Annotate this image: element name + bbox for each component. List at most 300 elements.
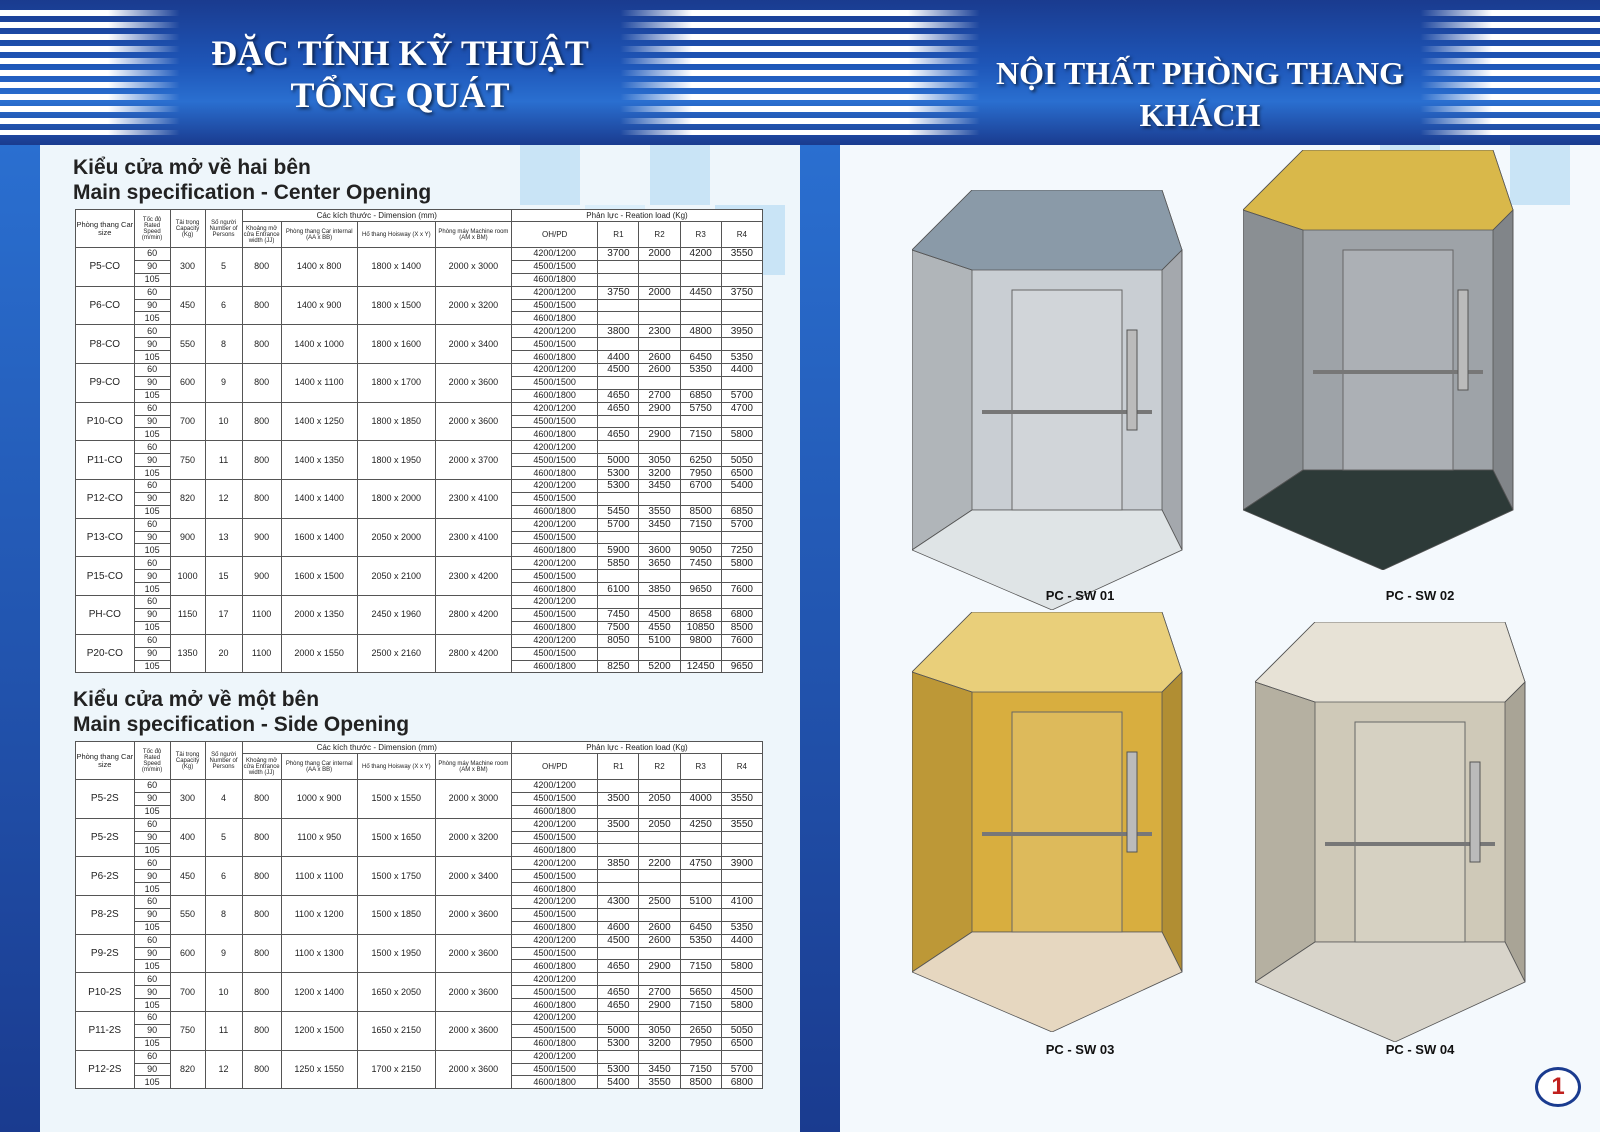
cell-r4: 5700 <box>721 389 762 402</box>
cabin-caption: PC - SW 01 <box>1045 588 1115 603</box>
cell-r2: 2050 <box>639 818 680 831</box>
cell-machine-room: 2300 x 4100 <box>435 480 511 519</box>
cell-speed: 90 <box>134 870 170 883</box>
table-row <box>76 857 763 870</box>
cell-r4 <box>721 492 762 505</box>
cell-r1: 5850 <box>598 557 639 570</box>
cabin-caption: PC - SW 03 <box>1045 1042 1115 1057</box>
cell-machine-room: 2000 x 3400 <box>435 857 511 896</box>
cell-hoistway: 1800 x 1850 <box>357 402 435 441</box>
cell-r4 <box>721 531 762 544</box>
cell-r3: 10850 <box>680 621 721 634</box>
cell-ohpd: 4500/1500 <box>511 870 597 883</box>
cell-r4: 6850 <box>721 505 762 518</box>
cell-capacity: 600 <box>170 934 205 973</box>
cell-machine-room: 2000 x 3400 <box>435 325 511 364</box>
cell-r2: 2000 <box>639 248 680 261</box>
cell-r3: 4750 <box>680 857 721 870</box>
cell-ohpd: 4500/1500 <box>511 908 597 921</box>
cell-r1: 5000 <box>598 454 639 467</box>
cell-hoistway: 1800 x 1600 <box>357 325 435 364</box>
cell-car-size: P13-CO <box>76 518 135 557</box>
cell-r4 <box>721 973 762 986</box>
cell-ohpd: 4200/1200 <box>511 480 597 493</box>
cell-capacity: 550 <box>170 325 205 364</box>
cell-persons: 17 <box>205 596 242 635</box>
cell-r3: 4250 <box>680 818 721 831</box>
cell-ohpd: 4200/1200 <box>511 896 597 909</box>
right-page-title: NỘI THẤT PHÒNG THANG KHÁCH <box>995 55 1405 133</box>
cell-r3: 6250 <box>680 454 721 467</box>
header-entrance: Khoảng mở cửa Entrance width (JJ) <box>242 754 281 780</box>
header-r3: R3 <box>680 222 721 248</box>
cell-speed: 105 <box>134 883 170 896</box>
cell-r3: 6700 <box>680 480 721 493</box>
cell-r4: 4700 <box>721 402 762 415</box>
cell-capacity: 550 <box>170 896 205 935</box>
cell-r4: 5700 <box>721 518 762 531</box>
cell-r1: 3700 <box>598 248 639 261</box>
cell-r4 <box>721 1050 762 1063</box>
left-header <box>0 0 800 145</box>
cell-r3 <box>680 299 721 312</box>
cell-r4 <box>721 870 762 883</box>
right-header <box>800 0 1600 145</box>
cell-ohpd: 4200/1200 <box>511 557 597 570</box>
cell-r4 <box>721 831 762 844</box>
cell-car-size: P11-CO <box>76 441 135 480</box>
cell-speed: 105 <box>134 660 170 673</box>
cell-r3: 5350 <box>680 934 721 947</box>
table-row <box>76 596 763 609</box>
cell-ohpd: 4600/1800 <box>511 583 597 596</box>
cell-speed: 105 <box>134 389 170 402</box>
cell-r4 <box>721 596 762 609</box>
cell-car-internal: 1250 x 1550 <box>281 1050 357 1089</box>
cell-r4: 5800 <box>721 999 762 1012</box>
cell-capacity: 300 <box>170 248 205 287</box>
cabin-door <box>1012 712 1122 932</box>
cell-persons: 13 <box>205 518 242 557</box>
cell-machine-room: 2000 x 3200 <box>435 818 511 857</box>
cell-speed: 60 <box>134 402 170 415</box>
cell-speed: 90 <box>134 1063 170 1076</box>
header-capacity: Tải trọng Capacity (Kg) <box>170 742 205 780</box>
cell-r1 <box>598 908 639 921</box>
cell-r4 <box>721 844 762 857</box>
cell-ohpd: 4200/1200 <box>511 934 597 947</box>
cell-r4: 3900 <box>721 857 762 870</box>
cell-ohpd: 4600/1800 <box>511 1076 597 1089</box>
cell-ohpd: 4200/1200 <box>511 441 597 454</box>
cell-r1 <box>598 647 639 660</box>
cabin-door <box>1012 290 1122 510</box>
table-row <box>76 1050 763 1063</box>
cell-persons: 12 <box>205 480 242 519</box>
cell-r2 <box>639 273 680 286</box>
cell-r4: 6500 <box>721 1037 762 1050</box>
cell-r2: 3850 <box>639 583 680 596</box>
cell-capacity: 400 <box>170 818 205 857</box>
cell-r1: 4300 <box>598 896 639 909</box>
header-speed: Tốc độ Rated Speed (m/min) <box>134 742 170 780</box>
cell-machine-room: 2800 x 4200 <box>435 634 511 673</box>
header-machine-room: Phòng máy Machine room (AM x BM) <box>435 754 511 780</box>
cell-r3 <box>680 780 721 793</box>
cell-r1 <box>598 338 639 351</box>
cell-car-internal: 1100 x 1100 <box>281 857 357 896</box>
cell-r3 <box>680 870 721 883</box>
cell-machine-room: 2000 x 3000 <box>435 780 511 819</box>
cell-r1 <box>598 883 639 896</box>
cell-r1: 5300 <box>598 1037 639 1050</box>
cell-machine-room: 2000 x 3700 <box>435 441 511 480</box>
cell-hoistway: 1800 x 1950 <box>357 441 435 480</box>
cell-r3 <box>680 844 721 857</box>
cell-r1: 4650 <box>598 402 639 415</box>
cell-r4: 5800 <box>721 557 762 570</box>
cell-r4: 3750 <box>721 286 762 299</box>
cell-entrance: 800 <box>242 973 281 1012</box>
cell-ohpd: 4500/1500 <box>511 492 597 505</box>
cell-speed: 60 <box>134 973 170 986</box>
cell-r4 <box>721 1012 762 1025</box>
cell-r3: 7150 <box>680 1063 721 1076</box>
header-reaction: Phản lực - Reation load (Kg) <box>511 742 762 754</box>
cell-speed: 105 <box>134 805 170 818</box>
table-row <box>76 818 763 831</box>
cell-persons: 20 <box>205 634 242 673</box>
cell-persons: 6 <box>205 286 242 325</box>
cell-r3: 4200 <box>680 248 721 261</box>
control-panel <box>1458 290 1468 390</box>
cell-speed: 105 <box>134 999 170 1012</box>
cell-r3 <box>680 647 721 660</box>
cell-capacity: 750 <box>170 1012 205 1051</box>
cell-car-internal: 1200 x 1500 <box>281 1012 357 1051</box>
cell-r3: 9050 <box>680 544 721 557</box>
cell-r1 <box>598 273 639 286</box>
cell-r4: 3550 <box>721 792 762 805</box>
cell-r2 <box>639 492 680 505</box>
cell-speed: 90 <box>134 908 170 921</box>
cabin-floor <box>1255 942 1525 1042</box>
cell-entrance: 800 <box>242 1012 281 1051</box>
cell-hoistway: 1800 x 1700 <box>357 364 435 403</box>
cell-ohpd: 4200/1200 <box>511 1050 597 1063</box>
cell-ohpd: 4200/1200 <box>511 857 597 870</box>
cell-capacity: 1000 <box>170 557 205 596</box>
cell-ohpd: 4200/1200 <box>511 518 597 531</box>
cabin-left-wall <box>1255 682 1315 982</box>
cell-r3: 12450 <box>680 660 721 673</box>
cell-ohpd: 4500/1500 <box>511 1063 597 1076</box>
cell-capacity: 600 <box>170 364 205 403</box>
cell-r2: 2600 <box>639 364 680 377</box>
cell-r4: 7250 <box>721 544 762 557</box>
cell-r4: 4400 <box>721 934 762 947</box>
cell-r2: 2500 <box>639 896 680 909</box>
title-line-2: TỔNG QUÁT <box>290 75 510 115</box>
cell-speed: 60 <box>134 896 170 909</box>
cell-ohpd: 4600/1800 <box>511 467 597 480</box>
cell-r3 <box>680 973 721 986</box>
cell-r1 <box>598 780 639 793</box>
cell-r2: 3550 <box>639 505 680 518</box>
cell-r1 <box>598 376 639 389</box>
cell-car-internal: 1400 x 900 <box>281 286 357 325</box>
cell-r4: 3550 <box>721 248 762 261</box>
cabin-left-wall <box>912 672 972 972</box>
cell-r3: 8500 <box>680 505 721 518</box>
center-opening-table <box>75 209 763 673</box>
header-entrance: Khoảng mở cửa Entrance width (JJ) <box>242 222 281 248</box>
cell-entrance: 800 <box>242 818 281 857</box>
cell-speed: 90 <box>134 260 170 273</box>
cell-hoistway: 2450 x 1960 <box>357 596 435 635</box>
table-row <box>76 325 763 338</box>
cell-ohpd: 4600/1800 <box>511 505 597 518</box>
cell-speed: 90 <box>134 415 170 428</box>
cell-hoistway: 1500 x 1950 <box>357 934 435 973</box>
cell-r4: 5350 <box>721 351 762 364</box>
cell-capacity: 1350 <box>170 634 205 673</box>
cell-capacity: 820 <box>170 480 205 519</box>
header-persons: Số người Number of Persons <box>205 742 242 780</box>
cell-persons: 10 <box>205 973 242 1012</box>
cell-r3: 9650 <box>680 583 721 596</box>
cabin-image <box>1255 622 1545 1062</box>
cell-ohpd: 4500/1500 <box>511 608 597 621</box>
cell-r3: 5350 <box>680 364 721 377</box>
cell-r1 <box>598 570 639 583</box>
cell-ohpd: 4600/1800 <box>511 805 597 818</box>
cell-r2: 2900 <box>639 428 680 441</box>
cell-car-size: P8-2S <box>76 896 135 935</box>
cell-entrance: 800 <box>242 934 281 973</box>
cell-r3 <box>680 492 721 505</box>
side-opening-table <box>75 741 763 1089</box>
header-ohpd: OH/PD <box>511 754 597 780</box>
cell-r4 <box>721 647 762 660</box>
cell-entrance: 800 <box>242 780 281 819</box>
cell-speed: 90 <box>134 947 170 960</box>
cell-r4: 8500 <box>721 621 762 634</box>
cell-hoistway: 1800 x 1400 <box>357 248 435 287</box>
cell-hoistway: 2050 x 2000 <box>357 518 435 557</box>
cell-speed: 90 <box>134 608 170 621</box>
cell-r4 <box>721 312 762 325</box>
cell-speed: 60 <box>134 364 170 377</box>
cell-r2: 5200 <box>639 660 680 673</box>
cell-r2 <box>639 647 680 660</box>
cell-entrance: 800 <box>242 286 281 325</box>
cell-r1: 4650 <box>598 389 639 402</box>
cell-r2: 2900 <box>639 402 680 415</box>
cell-r3 <box>680 338 721 351</box>
cell-r3: 8500 <box>680 1076 721 1089</box>
center-title-vi: Kiểu cửa mở về hai bên <box>73 156 311 179</box>
table-row <box>76 973 763 986</box>
cell-persons: 4 <box>205 780 242 819</box>
cabin-ceiling <box>1255 622 1525 702</box>
cell-speed: 60 <box>134 557 170 570</box>
cabin-ceiling <box>912 190 1182 270</box>
cell-speed: 60 <box>134 480 170 493</box>
cell-ohpd: 4200/1200 <box>511 364 597 377</box>
cell-r3: 4800 <box>680 325 721 338</box>
cell-r2: 2700 <box>639 986 680 999</box>
cell-car-size: P10-CO <box>76 402 135 441</box>
cell-r2 <box>639 299 680 312</box>
header-r1: R1 <box>598 222 639 248</box>
center-section-title <box>73 155 431 205</box>
cell-car-size: P5-2S <box>76 780 135 819</box>
table-row <box>76 480 763 493</box>
cell-ohpd: 4600/1800 <box>511 273 597 286</box>
cell-r3 <box>680 570 721 583</box>
cell-r4: 6800 <box>721 608 762 621</box>
cell-r1 <box>598 831 639 844</box>
cell-r2 <box>639 908 680 921</box>
cell-speed: 90 <box>134 986 170 999</box>
cell-ohpd: 4600/1800 <box>511 544 597 557</box>
cell-r4: 5050 <box>721 454 762 467</box>
cell-r1 <box>598 531 639 544</box>
cell-r4 <box>721 273 762 286</box>
cell-r1 <box>598 441 639 454</box>
cell-persons: 10 <box>205 402 242 441</box>
cell-car-internal: 2000 x 1550 <box>281 634 357 673</box>
cell-car-internal: 1600 x 1400 <box>281 518 357 557</box>
cell-entrance: 800 <box>242 402 281 441</box>
cell-r2: 2900 <box>639 999 680 1012</box>
cell-r4: 6500 <box>721 467 762 480</box>
cell-r1: 4650 <box>598 999 639 1012</box>
cell-r2: 2700 <box>639 389 680 402</box>
cell-speed: 105 <box>134 428 170 441</box>
cell-ohpd: 4200/1200 <box>511 596 597 609</box>
cell-speed: 60 <box>134 1050 170 1063</box>
table-row <box>76 286 763 299</box>
side-section-title <box>73 687 409 737</box>
cell-persons: 11 <box>205 441 242 480</box>
cell-r3 <box>680 805 721 818</box>
cell-ohpd: 4500/1500 <box>511 531 597 544</box>
cell-r1: 5900 <box>598 544 639 557</box>
cell-r1 <box>598 1012 639 1025</box>
cell-r2 <box>639 805 680 818</box>
header-hoistway: Hố thang Hoisway (X x Y) <box>357 222 435 248</box>
cell-r2: 2600 <box>639 934 680 947</box>
cell-ohpd: 4500/1500 <box>511 831 597 844</box>
cell-speed: 90 <box>134 792 170 805</box>
cell-r3 <box>680 273 721 286</box>
cell-r2: 3200 <box>639 1037 680 1050</box>
cell-r4: 4500 <box>721 986 762 999</box>
cell-entrance: 800 <box>242 1050 281 1089</box>
cell-speed: 105 <box>134 583 170 596</box>
cabin-image <box>912 612 1202 1052</box>
cell-r2: 2050 <box>639 792 680 805</box>
cell-speed: 105 <box>134 505 170 518</box>
cell-ohpd: 4500/1500 <box>511 570 597 583</box>
cell-speed: 60 <box>134 634 170 647</box>
cell-speed: 105 <box>134 273 170 286</box>
cell-r2 <box>639 415 680 428</box>
cell-r3: 7950 <box>680 1037 721 1050</box>
cell-r3: 6450 <box>680 351 721 364</box>
cell-speed: 90 <box>134 376 170 389</box>
cell-r1: 7450 <box>598 608 639 621</box>
cell-speed: 105 <box>134 312 170 325</box>
cell-capacity: 820 <box>170 1050 205 1089</box>
cell-r2 <box>639 1050 680 1063</box>
cell-hoistway: 1800 x 2000 <box>357 480 435 519</box>
cell-r3 <box>680 908 721 921</box>
cell-r4: 7600 <box>721 634 762 647</box>
cell-speed: 90 <box>134 570 170 583</box>
cell-speed: 105 <box>134 1076 170 1089</box>
cell-speed: 60 <box>134 441 170 454</box>
cell-ohpd: 4500/1500 <box>511 986 597 999</box>
cell-r1: 4650 <box>598 960 639 973</box>
cell-r4 <box>721 299 762 312</box>
cell-r2 <box>639 831 680 844</box>
cell-r2: 2900 <box>639 960 680 973</box>
cabin-right-wall <box>1162 250 1182 550</box>
cell-r2 <box>639 570 680 583</box>
cell-r2: 3450 <box>639 1063 680 1076</box>
cell-r1: 4650 <box>598 428 639 441</box>
cell-r2 <box>639 260 680 273</box>
cabin-floor <box>912 932 1182 1032</box>
table-row <box>76 248 763 261</box>
cell-ohpd: 4600/1800 <box>511 312 597 325</box>
cell-ohpd: 4500/1500 <box>511 260 597 273</box>
cell-car-size: PH-CO <box>76 596 135 635</box>
cell-r1: 8050 <box>598 634 639 647</box>
cabin-right-wall <box>1162 672 1182 972</box>
cabin-right-wall <box>1493 210 1513 510</box>
cell-r4: 9650 <box>721 660 762 673</box>
center-title-en: Main specification - Center Opening <box>73 181 432 204</box>
cell-speed: 105 <box>134 844 170 857</box>
cell-car-internal: 2000 x 1350 <box>281 596 357 635</box>
cell-r3: 7150 <box>680 999 721 1012</box>
cell-r2: 4500 <box>639 608 680 621</box>
cabin-caption: PC - SW 02 <box>1385 588 1455 603</box>
header-r1: R1 <box>598 754 639 780</box>
cell-car-internal: 1400 x 1250 <box>281 402 357 441</box>
cell-speed: 105 <box>134 1037 170 1050</box>
cell-persons: 9 <box>205 934 242 973</box>
cell-machine-room: 2000 x 3200 <box>435 286 511 325</box>
cell-r1 <box>598 312 639 325</box>
cell-speed: 90 <box>134 831 170 844</box>
cell-r2 <box>639 973 680 986</box>
cell-entrance: 1100 <box>242 596 281 635</box>
header-persons: Số người Number of Persons <box>205 210 242 248</box>
cell-r4 <box>721 338 762 351</box>
cell-persons: 12 <box>205 1050 242 1089</box>
cell-r4: 6800 <box>721 1076 762 1089</box>
cell-ohpd: 4500/1500 <box>511 338 597 351</box>
table-row <box>76 934 763 947</box>
cell-hoistway: 1700 x 2150 <box>357 1050 435 1089</box>
table-row <box>76 1012 763 1025</box>
side-title-en: Main specification - Side Opening <box>73 713 410 736</box>
